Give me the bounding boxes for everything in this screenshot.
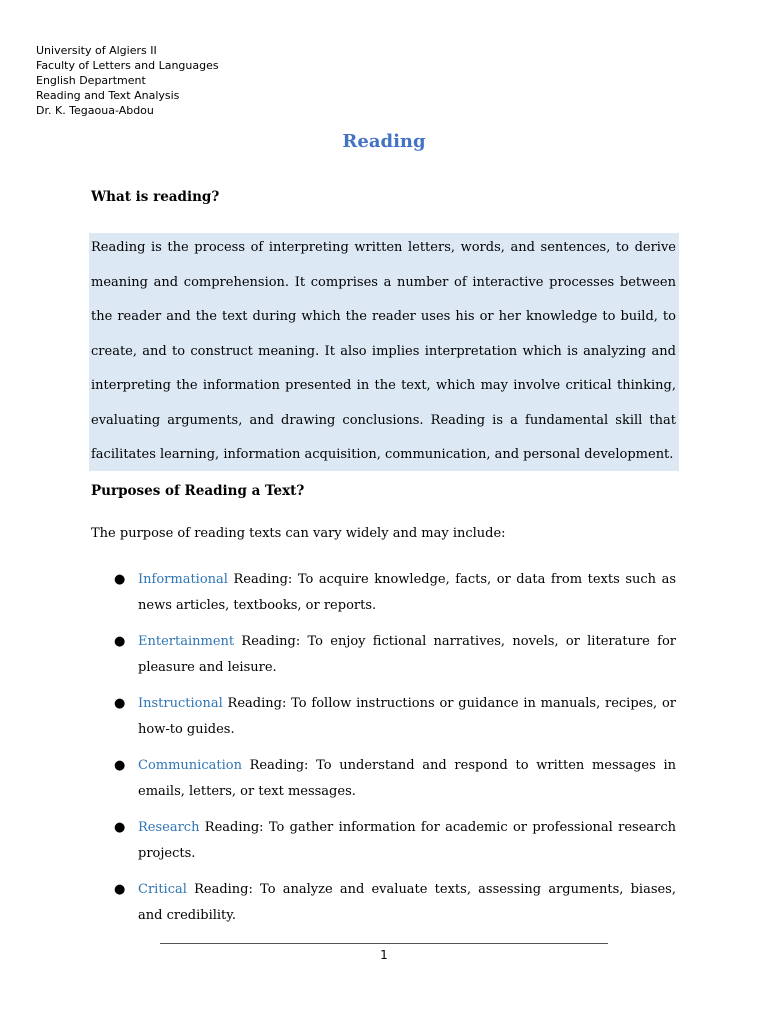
page-number: 1 [380, 948, 388, 962]
list-item-keyword: Informational [138, 572, 228, 587]
list-item-keyword: Instructional [138, 696, 223, 711]
list-item-text: Reading: To gather information for academic or professional research projects. [138, 820, 676, 861]
list-item-text: Reading: To understand and respond to written messages in emails, letters, or text messages. [138, 758, 676, 799]
header-line-author: Dr. K. Tegaoua-Abdou [36, 104, 154, 117]
document-header [36, 43, 219, 118]
list-item-text: Reading: To analyze and evaluate texts, assessing arguments, biases, and credibility. [138, 882, 676, 923]
list-item-keyword: Research [138, 820, 200, 835]
bullet-icon: ● [114, 634, 126, 649]
list-item-communication [114, 753, 676, 805]
header-line-university: University of Algiers II [36, 44, 157, 57]
section-heading-purposes: Purposes of Reading a Text? [91, 483, 305, 499]
bullet-icon: ● [114, 820, 126, 835]
list-item-critical [114, 877, 676, 929]
list-item-keyword: Critical [138, 882, 187, 897]
list-item-text: Reading: To acquire knowledge, facts, or data from texts such as news articles, textbooks, or reports. [138, 572, 676, 613]
list-item-text: Reading: To enjoy fictional narratives, novels, or literature for pleasure and leisure. [138, 634, 676, 675]
bullet-icon: ● [114, 696, 126, 711]
bullet-icon: ● [114, 882, 126, 897]
definition-paragraph: Reading is the process of interpreting written letters, words, and sentences, to derive meaning and comprehension. It comprises a number of interactive processes between the reader and the text during which the reader uses his or her knowledge to build, to create, and to construct meaning. It also implies interpretation which is analyzing and interpreting the information presented in the text, which may involve critical thinking, evaluating arguments, and drawing conclusions. Reading is a fundamental skill that facilitates learning, information acquisition, communication, and personal development. [91, 240, 676, 462]
footer-divider [160, 943, 608, 944]
header-line-department: English Department [36, 74, 146, 87]
bullet-icon: ● [114, 572, 126, 587]
section-heading-what-is-reading: What is reading? [91, 189, 220, 205]
list-item-keyword: Communication [138, 758, 242, 773]
purposes-intro: The purpose of reading texts can vary widely and may include: [91, 526, 506, 541]
header-line-course: Reading and Text Analysis [36, 89, 180, 102]
header-line-faculty: Faculty of Letters and Languages [36, 59, 219, 72]
list-item-entertainment [114, 629, 676, 681]
list-item-instructional [114, 691, 676, 743]
bullet-icon: ● [114, 758, 126, 773]
list-item-research [114, 815, 676, 867]
page-title: Reading [342, 131, 426, 152]
list-item-text: Reading: To follow instructions or guidance in manuals, recipes, or how-to guides. [138, 696, 676, 737]
list-item-keyword: Entertainment [138, 634, 235, 649]
list-item-informational [114, 567, 676, 619]
